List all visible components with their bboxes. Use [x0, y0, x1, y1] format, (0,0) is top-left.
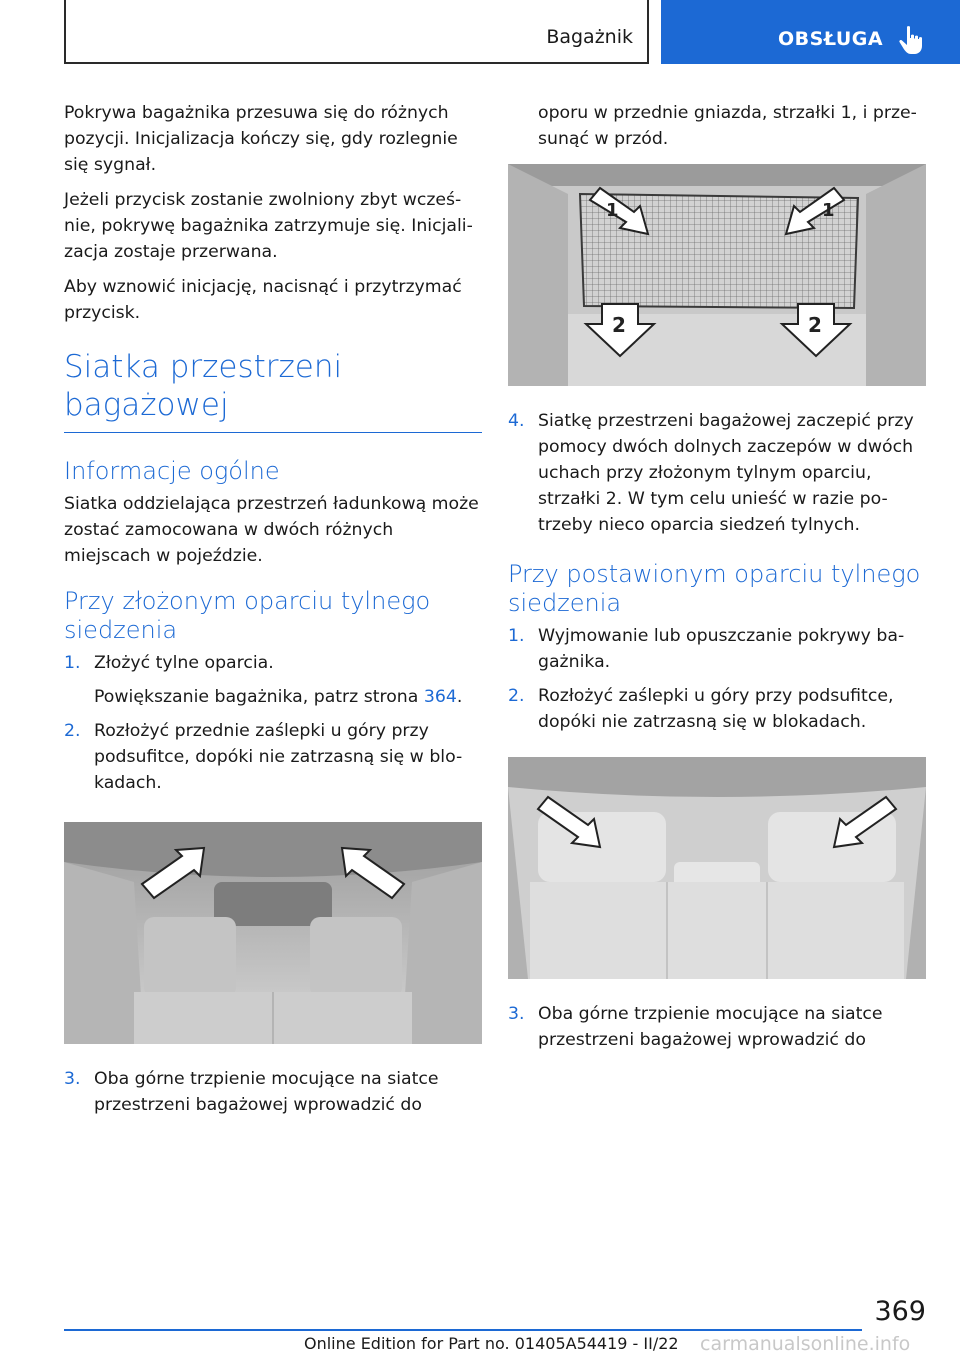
step-number: 2.: [64, 721, 81, 741]
paragraph: Jeżeli przycisk zostanie zwolniony zbyt wcześ-nie, pokrywę bagażnika zatrzymuje się. Inicjali-zacja zostaje przerwana.: [64, 190, 473, 262]
subheading-general: Informacje ogólne: [64, 457, 280, 485]
steps-list: [64, 1066, 482, 1118]
step-continuation: [94, 684, 482, 710]
footer-divider: [64, 1329, 862, 1331]
image-callout: 1: [606, 200, 619, 221]
list-item: [64, 650, 482, 710]
step-text: Złożyć tylne oparcia.: [94, 653, 274, 673]
step-number: 2.: [508, 686, 525, 706]
subheading-upright-seat: Przy postawionym oparciu tylnego siedzenia: [508, 560, 921, 617]
step-text: Oba górne trzpienie mocujące na siatce przestrzeni bagażowej wprowadzić do: [94, 1069, 439, 1115]
list-item: [508, 683, 926, 735]
step-ref-text: Powiększanie bagażnika, patrz strona: [94, 687, 419, 707]
step-text: Oba górne trzpienie mocujące na siatce przestrzeni bagażowej wprowadzić do: [538, 1004, 883, 1050]
page-link[interactable]: 364: [423, 687, 457, 707]
section-heading: Siatka przestrzeni bagażowej: [64, 348, 482, 433]
steps-list: [508, 623, 926, 735]
image-callout: 2: [808, 313, 822, 337]
punctuation: .: [456, 687, 463, 707]
step-text: Rozłożyć zaślepki u góry przy podsufitce, dopóki nie zatrzasną się w blokadach.: [538, 686, 894, 732]
step-text: Siatkę przestrzeni bagażowej zaczepić przy pomocy dwóch dolnych zaczepów w dwóch uchach przy złożonym tylnym oparciu, strzałki 2. W tym celu unieść w razie po-trzeby nieco oparcia siedzeń tylnych.: [538, 411, 914, 535]
header-frame: [64, 0, 649, 64]
paragraph: Aby wznowić inicjację, nacisnąć i przytrzymać przycisk.: [64, 277, 462, 323]
trunk-photo-net-installed: [508, 164, 926, 386]
list-item: [508, 623, 926, 675]
paragraph: Siatka oddzielająca przestrzeń ładunkową może zostać zamocowana w dwóch różnych miejscach w pojeździe.: [64, 494, 479, 566]
page-number: 369: [874, 1296, 926, 1327]
step-number: 4.: [508, 411, 525, 431]
right-column: [508, 100, 926, 1061]
section-title: Bagażnik: [546, 26, 633, 48]
list-item: [508, 1001, 926, 1053]
edition-text: Online Edition for Part no. 01405A54419 - II/22: [304, 1334, 679, 1353]
step-text: Rozłożyć przednie zaślepki u góry przy podsufitce, dopóki nie zatrzasną się w blo-kadach.: [94, 721, 463, 793]
step-number: 3.: [508, 1004, 525, 1024]
step-number: 1.: [508, 626, 525, 646]
step-number: 1.: [64, 653, 81, 673]
trunk-photo-headliner-caps: [64, 822, 482, 1044]
subheading-folded-seat: Przy złożonym oparciu tylnego siedzenia: [64, 587, 431, 644]
steps-list: [508, 1001, 926, 1053]
paragraph: Pokrywa bagażnika przesuwa się do różnych pozycji. Inicjalizacja kończy się, gdy rozlegnie się sygnał.: [64, 103, 458, 175]
chapter-tab-label: OBSŁUGA: [778, 28, 884, 50]
left-column: [64, 100, 482, 1126]
trunk-photo-seats-upright: [508, 757, 926, 979]
step-number: 3.: [64, 1069, 81, 1089]
step-text: Wyjmowanie lub opuszczanie pokrywy ba-gażnika.: [538, 626, 905, 672]
steps-list: [64, 650, 482, 796]
hand-pointer-icon: [898, 25, 924, 55]
list-item: [64, 718, 482, 796]
watermark: carmanualsonline.info: [700, 1333, 911, 1355]
paragraph: oporu w przednie gniazda, strzałki 1, i prze-sunąć w przód.: [538, 103, 917, 149]
steps-list: [508, 408, 926, 538]
list-item: [508, 408, 926, 538]
list-item: [64, 1066, 482, 1118]
chapter-tab[interactable]: [661, 0, 960, 64]
image-callout: 1: [822, 200, 835, 221]
image-callout: 2: [612, 313, 626, 337]
